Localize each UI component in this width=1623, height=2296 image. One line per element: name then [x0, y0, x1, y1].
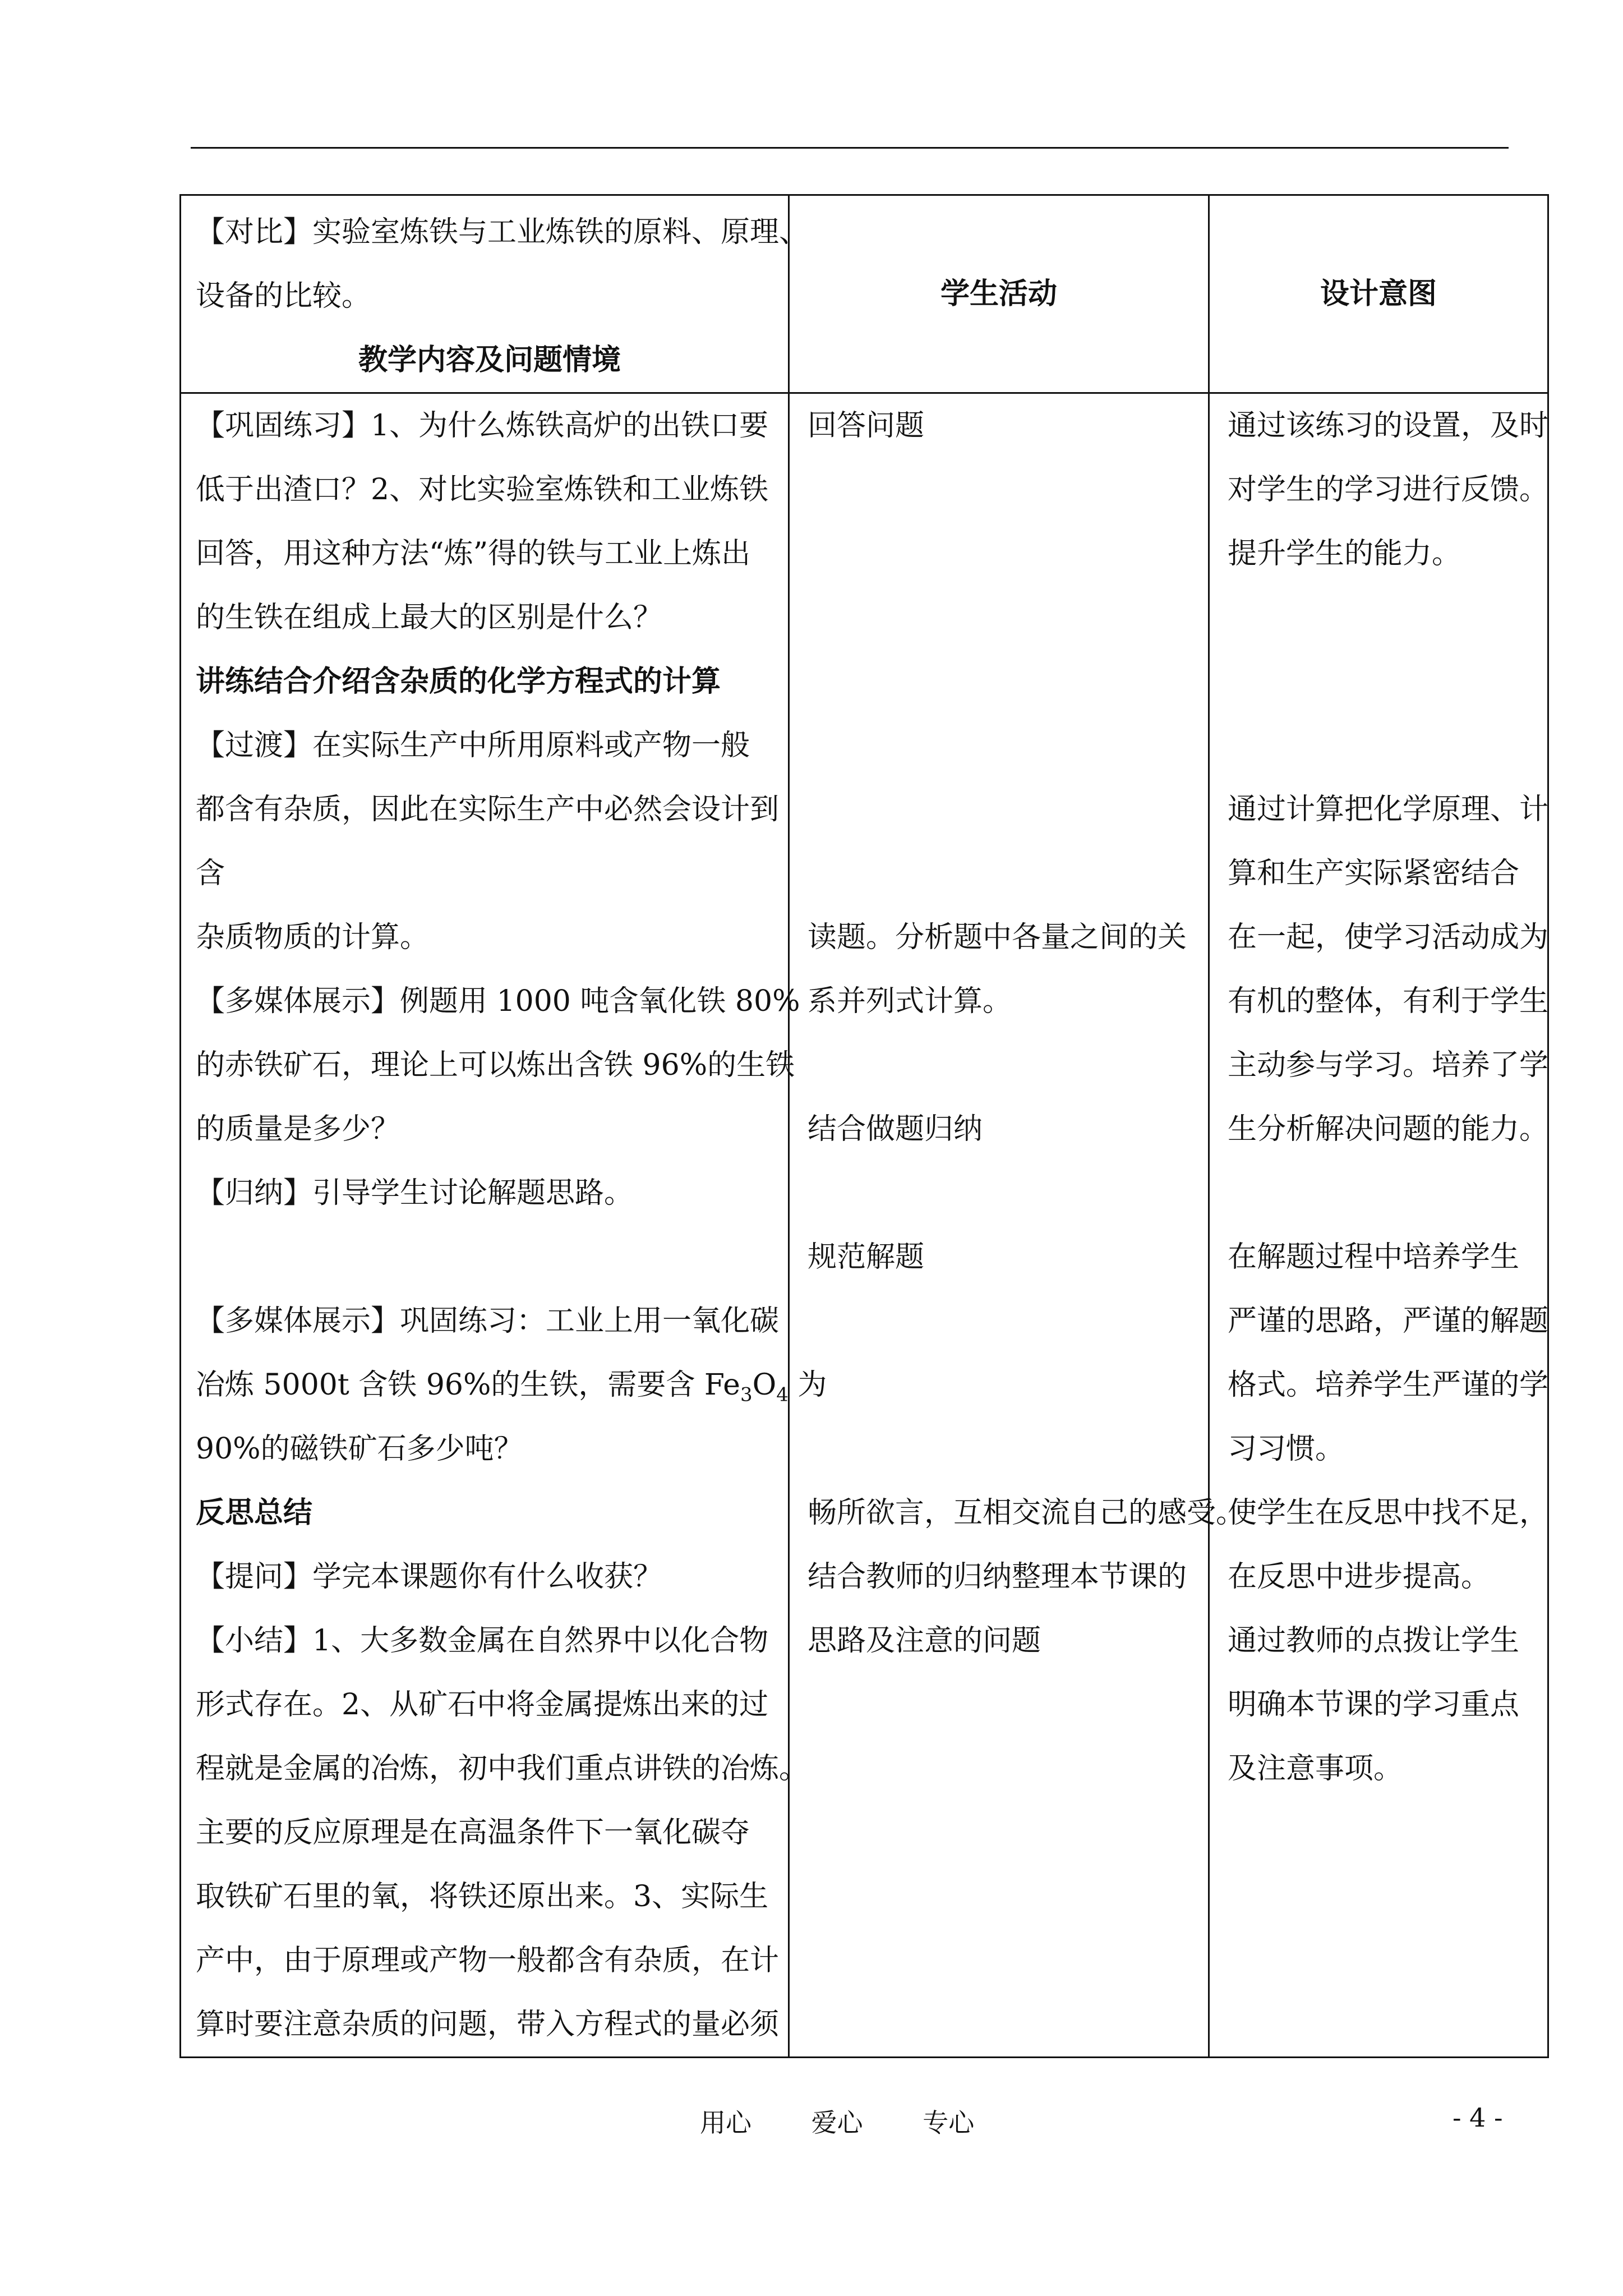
content-line: 的生铁在组成上最大的区别是什么？	[196, 601, 663, 634]
intent-line: 提升学生的能力。	[1228, 537, 1461, 570]
section-heading: 讲练结合介绍含杂质的化学方程式的计算	[196, 664, 721, 698]
content-line: 含	[196, 857, 225, 890]
intent-line: 有机的整体，有利于学生	[1228, 984, 1549, 1018]
content-line: 【提问】学完本课题你有什么收获？	[196, 1560, 663, 1594]
student-activity-cell	[789, 393, 1246, 2058]
content-line: 算时要注意杂质的问题，带入方程式的量必须	[196, 2008, 780, 2041]
content-line: 【过渡】在实际生产中所用原料或产物一般	[196, 729, 750, 762]
intent-line: 对学生的学习进行反馈。	[1228, 473, 1549, 507]
activity-line: 畅所欲言，互相交流自己的感受。	[808, 1496, 1246, 1530]
footer-motto-3: 专心	[923, 2108, 975, 2138]
intent-line: 在解题过程中培养学生	[1228, 1240, 1520, 1274]
table-body-row	[181, 393, 1548, 2058]
intent-line: 使学生在反思中找不足，	[1228, 1496, 1549, 1530]
intent-line: 通过计算把化学原理、计	[1228, 793, 1549, 826]
content-line: 低于出渣口？2、对比实验室炼铁和工业炼铁	[196, 473, 769, 507]
lesson-plan-table	[179, 194, 1549, 2058]
intent-line: 明确本节课的学习重点	[1228, 1688, 1520, 1722]
content-line: 产中，由于原理或产物一般都含有杂质，在计	[196, 1944, 780, 1977]
intent-line: 严谨的思路，严谨的解题	[1228, 1304, 1549, 1338]
intent-line: 算和生产实际紧密结合	[1228, 857, 1520, 890]
intent-line: 格式。培养学生严谨的学	[1228, 1368, 1549, 1402]
activity-line: 规范解题	[808, 1240, 925, 1274]
formula-text: O	[752, 1368, 777, 1402]
intent-line: 主动参与学习。培养了学	[1228, 1048, 1549, 1082]
activity-line: 系并列式计算。	[808, 984, 1012, 1018]
teaching-content-cell	[181, 393, 827, 2058]
formula-text: 冶炼 5000t 含铁 96%的生铁，需要含 Fe	[196, 1368, 740, 1402]
page-number: - 4 -	[1453, 2102, 1503, 2133]
content-line: 【多媒体展示】例题用 1000 吨含氧化铁 80%	[196, 984, 800, 1018]
footer-motto	[700, 2102, 1026, 2139]
intent-line: 通过该练习的设置，及时	[1228, 409, 1549, 443]
design-intent-cell	[1209, 393, 1548, 2058]
content-line: 回答，用这种方法“炼”得的铁与工业上炼出	[196, 537, 751, 570]
intent-line: 及注意事项。	[1228, 1752, 1403, 1786]
activity-line: 结合做题归纳	[808, 1112, 983, 1146]
page-footer	[0, 2102, 1623, 2142]
content-line: 【小结】1、大多数金属在自然界中以化合物	[196, 1624, 769, 1658]
formula-subscript: 3	[740, 1383, 753, 1406]
compare-line-2: 设备的比较。	[196, 279, 371, 313]
footer-motto-2: 爱心	[811, 2108, 863, 2138]
section-heading: 反思总结	[196, 1496, 313, 1530]
column-title-design-intent: 设计意图	[1209, 195, 1548, 393]
content-line: 主要的反应原理是在高温条件下一氧化碳夺	[196, 1816, 750, 1849]
content-line: 【归纳】引导学生讨论解题思路。	[196, 1176, 634, 1210]
content-line: 取铁矿石里的氧，将铁还原出来。3、实际生	[196, 1880, 769, 1913]
content-line: 【多媒体展示】巩固练习：工业上用一氧化碳	[196, 1304, 780, 1338]
content-line: 都含有杂质，因此在实际生产中必然会设计到	[196, 793, 780, 826]
blank-line	[196, 1225, 783, 1289]
content-line: 的赤铁矿石，理论上可以炼出含铁 96%的生铁	[196, 1048, 795, 1082]
content-line: 【巩固练习】1、为什么炼铁高炉的出铁口要	[196, 409, 769, 443]
compare-line-1: 【对比】实验室炼铁与工业炼铁的原料、原理、	[196, 215, 809, 249]
content-line: 程就是金属的冶炼，初中我们重点讲铁的冶炼。	[196, 1752, 809, 1786]
activity-line: 思路及注意的问题	[808, 1624, 1041, 1658]
formula-line	[196, 1353, 827, 1417]
activity-line: 结合教师的归纳整理本节课的	[808, 1560, 1187, 1594]
content-line: 杂质物质的计算。	[196, 921, 430, 954]
header-rule	[191, 147, 1509, 149]
column-title-content: 教学内容及问题情境	[358, 343, 621, 377]
content-line: 形式存在。2、从矿石中将金属提炼出来的过	[196, 1688, 769, 1722]
column-title-student-activity: 学生活动	[789, 195, 1209, 393]
activity-line: 回答问题	[808, 409, 925, 443]
header-cell-content	[181, 195, 809, 393]
activity-line: 读题。分析题中各量之间的关	[808, 921, 1187, 954]
table-header-row	[181, 195, 1548, 393]
intent-line: 习习惯。	[1228, 1432, 1345, 1466]
intent-line: 生分析解决问题的能力。	[1228, 1112, 1549, 1146]
formula-subscript: 4	[776, 1383, 789, 1406]
formula-text: 为	[788, 1368, 827, 1402]
intent-line: 在一起，使学习活动成为	[1228, 921, 1549, 954]
content-line: 90%的磁铁矿石多少吨？	[196, 1432, 523, 1466]
intent-line: 在反思中进步提高。	[1228, 1560, 1491, 1594]
intent-line: 通过教师的点拨让学生	[1228, 1624, 1520, 1658]
footer-motto-1: 用心	[700, 2108, 751, 2138]
content-line: 的质量是多少？	[196, 1112, 400, 1146]
